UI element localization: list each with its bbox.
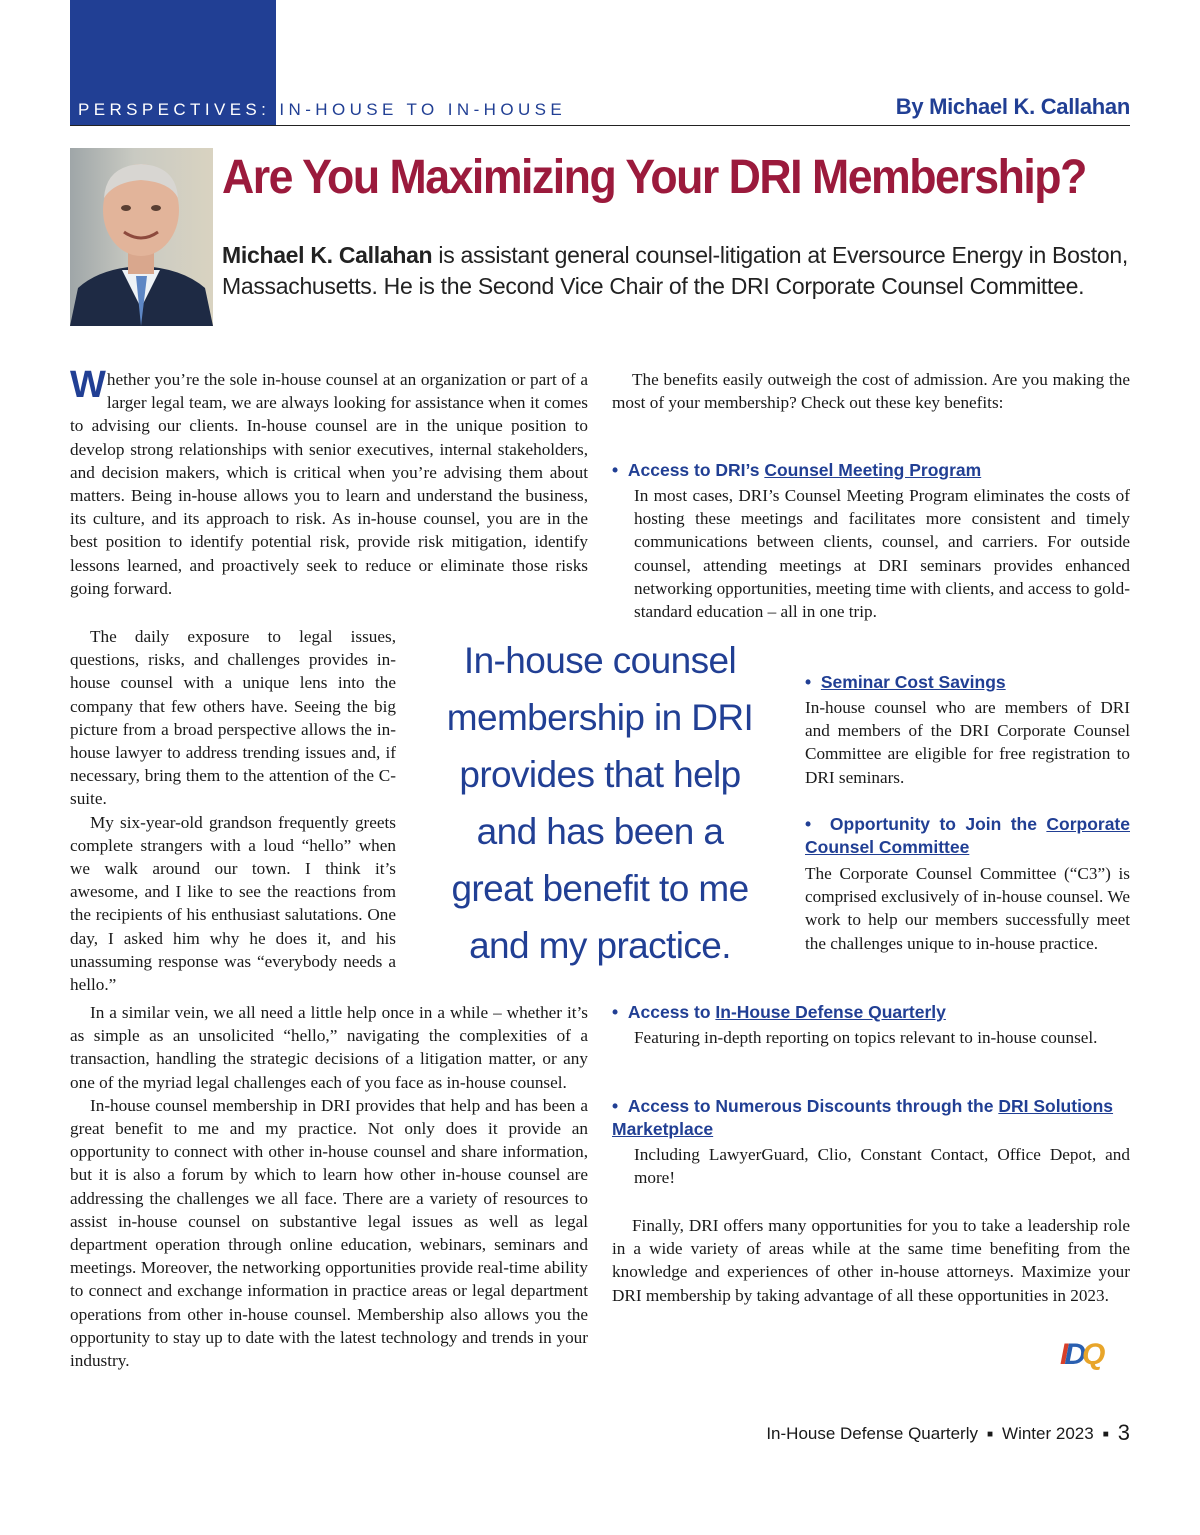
footer-publication: In-House Defense Quarterly xyxy=(766,1424,978,1443)
page-footer xyxy=(766,1420,1130,1446)
paragraph-4: In a similar vein, we all need a little help once in a while – whether it’s as simple as an unsolicited “hello,” navigating the complexities of a transaction, handling the strategic decisions of a litigation matter, or any one of the myriad legal challenges each of you face as in-house counsel. xyxy=(70,1003,588,1092)
closing-paragraph: Finally, DRI offers many opportunities for you to take a leadership role in a wide variety of areas while at the same time benefiting from the knowledge and experiences of other in-house attorneys. Maximize your DRI membership by taking advantage of all these opportunities in 2023. xyxy=(612,1216,1130,1305)
section-prefix: PERSPECTIVES: xyxy=(78,100,271,119)
benefit-5-heading: • Access to Numerous Discounts through the DRI Solutions Marketplace xyxy=(612,1096,1114,1139)
paragraph-3: My six-year-old grandson frequently greets complete strangers with a loud “hello” when we walk around our town. I think it’s awesome, and I like to see the reactions from the recipients of his enthusiast salutations. One day, I asked him why he does it, and his unassuming response was “everybody needs a hello.” xyxy=(70,812,396,995)
author-name: Michael K. Callahan xyxy=(222,242,433,268)
paragraph-2: The daily exposure to legal issues, questions, risks, and challenges provides in-house counsel with a unique lens into the company that few others have. Seeing the big picture from a broad perspective allows the in-house lawyer to address trending issues and, if necessary, bring them to the attention of the C-suite. xyxy=(70,627,396,809)
benefit-1-body: In most cases, DRI’s Counsel Meeting Program eliminates the costs of hosting these meetings and facilitates more consistent and timely communications between clients, counsel, and carriers. For outside counsel, attending meetings at DRI seminars provides enhanced networking opportunities, meeting time with clients, and access to gold-standard education – all in one trip. xyxy=(634,486,1130,622)
body-left-top xyxy=(70,364,588,600)
benefit-3-body: The Corporate Counsel Committee (“C3”) is comprised exclusively of in-house counsel. We work to help our members successfully meet the challenges unique to in-house practice. xyxy=(805,864,1130,953)
benefit-3-prefix: Opportunity to Join the xyxy=(829,814,1047,834)
benefit-4-body: Featuring in-depth reporting on topics relevant to in-house counsel. xyxy=(634,1028,1098,1047)
page-number: 3 xyxy=(1117,1420,1130,1445)
body-left-mid xyxy=(70,625,396,996)
benefit-2-heading: • Seminar Cost Savings xyxy=(805,672,1006,692)
dropcap: W xyxy=(70,364,106,406)
footer-issue: Winter 2023 xyxy=(1002,1424,1094,1443)
benefit-4-heading: • Access to In-House Defense Quarterly xyxy=(612,1002,946,1022)
pull-quote: In-house counsel membership in DRI provides that help and has been a great benefit to me and my practice. xyxy=(446,640,754,966)
benefit-4-prefix: Access to xyxy=(627,1002,716,1022)
author-bio-text: is assistant general counsel-litigation at Eversource Energy in Boston, Massachusetts. He is the Second Vice Chair of the DRI Corporate Counsel Committee. xyxy=(222,242,1128,299)
benefit-3-link[interactable]: Corporate Counsel Committee xyxy=(805,814,1130,857)
section-label xyxy=(78,100,566,120)
paragraph-1: hether you’re the sole in-house counsel at an organization or part of a larger legal team, we are always looking for assistance when it comes to advising our clients. In-house counsel are in the unique position to develop strong relationships with senior executives, internal stakeholders, and decision makers, which is critical when you’re advising them about matters. Being in-house allows you to learn and understand the business, its culture, and its approach to risk. As in-house counsel, you are in the best position to identify potential risk, provide risk mitigation, identify lessons learned, and proactively seek to reduce or eliminate those risks going forward. xyxy=(70,370,588,598)
benefit-2-body: In-house counsel who are members of DRI and members of the DRI Corporate Counsel Committee are eligible for free registration to DRI seminars. xyxy=(805,698,1130,787)
benefit-1-link[interactable]: Counsel Meeting Program xyxy=(764,460,982,480)
paragraph-5: In-house counsel membership in DRI provides that help and has been a great benefit to me and my practice. Not only does it provide an opportunity to connect with other in-house counsel and share information, but it is also a forum by which to learn how other in-house counsel are addressing the challenges we all face. There are a variety of resources to assist in-house counsel on substantive legal issues as well as legal department operation through online education, webinars, seminars and meetings. Moreover, the networking opportunities provide real-time ability to connect and exchange information in practice areas or legal department operations from other in-house counsel. Membership also allows you the opportunity to stay up to date with the latest technology and trends in your industry. xyxy=(70,1095,588,1371)
body-right-closing xyxy=(612,1214,1130,1307)
byline: By Michael K. Callahan xyxy=(895,94,1130,119)
benefit-3-heading: • Opportunity to Join the Corporate Counsel Committee xyxy=(805,814,1130,857)
benefit-4-link[interactable]: In-House Defense Quarterly xyxy=(715,1002,946,1022)
idq-logo: IDQ xyxy=(1060,1338,1102,1371)
benefit-1-heading: • Access to DRI’s Counsel Meeting Program xyxy=(612,460,982,480)
body-left-bottom xyxy=(70,1001,588,1372)
benefit-1-prefix: Access to DRI’s xyxy=(627,460,765,480)
benefit-2-link[interactable]: Seminar Cost Savings xyxy=(820,672,1006,692)
right-intro: The benefits easily outweigh the cost of admission. Are you making the most of your membership? Check out these key benefits: xyxy=(612,370,1130,413)
article-title: Are You Maximizing Your DRI Membership? xyxy=(222,151,1086,204)
header-rule xyxy=(70,125,1130,126)
body-right-intro xyxy=(612,368,1130,414)
section-rest: IN-HOUSE TO IN-HOUSE xyxy=(279,100,567,119)
benefit-5-body: Including LawyerGuard, Clio, Constant Contact, Office Depot, and more! xyxy=(634,1145,1130,1188)
benefit-5-prefix: Access to Numerous Discounts through the xyxy=(627,1096,999,1116)
footer-separator: ■ xyxy=(986,1429,994,1441)
author-bio xyxy=(222,240,1142,302)
footer-separator: ■ xyxy=(1102,1429,1109,1441)
author-photo xyxy=(70,148,213,326)
benefit-5-link[interactable]: DRI Solutions Marketplace xyxy=(612,1096,1114,1139)
